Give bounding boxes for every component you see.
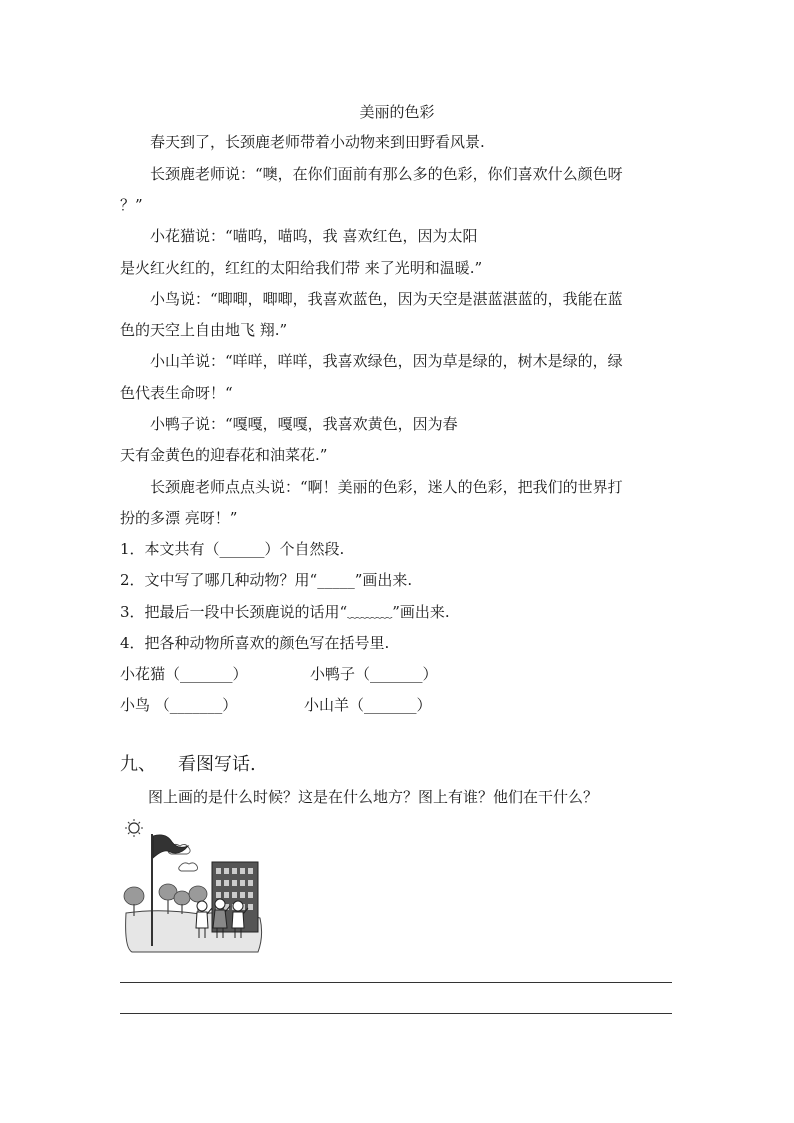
paragraph-5-line-1: 小山羊说：“咩咩，咩咩，我喜欢绿色，因为草是绿的，树木是绿的，绿 [150,352,623,370]
paragraph-1-line-1: 春天到了，长颈鹿老师带着小动物来到田野看风景. [150,133,485,151]
section-9-number: 九、 [120,754,156,775]
sun-icon [125,819,143,837]
paragraph-2-line-1: 长颈鹿老师说：“噢，在你们面前有那么多的色彩，你们喜欢什么颜色呀 [150,165,623,183]
question-1: 1．本文共有（______）个自然段. [120,540,345,558]
fill-item-cat: 小花猫（_______） [120,665,248,683]
trees-icon [124,884,207,905]
section-9-title: 看图写话. [178,754,256,775]
paragraph-6-line-2: 天有金黄色的迎春花和油菜花.” [120,446,328,464]
paragraph-3-line-2: 是火红火红的，红红的太阳给我们带 来了光明和温暖.” [120,259,483,277]
question-2: 2．文中写了哪几种动物？用“_____”画出来. [120,571,413,589]
fill-item-bird: 小鸟 （_______） [120,696,238,714]
paragraph-7-line-1: 长颈鹿老师点点头说：“啊！美丽的色彩，迷人的色彩，把我们的世界打 [150,478,623,496]
paragraph-5-line-2: 色代表生命呀！“ [120,384,233,402]
fill-item-duck: 小鸭子（_______） [310,665,438,683]
fill-item-goat: 小山羊（_______） [304,696,432,714]
passage-title: 美丽的色彩 [359,103,435,121]
paragraph-4-line-2: 色的天空上自由地飞 翔.” [120,321,288,339]
question-4: 4．把各种动物所喜欢的颜色写在括号里. [120,634,390,652]
question-3: 3．把最后一段中长颈鹿说的话用“﹏﹏﹏”画出来. [120,603,450,621]
writing-line-1[interactable] [120,982,672,983]
paragraph-7-line-2: 扮的多漂 亮呀！” [120,509,238,527]
paragraph-6-line-1: 小鸭子说：“嘎嘎，嘎嘎，我喜欢黄色，因为春 [150,415,458,433]
writing-line-2[interactable] [120,1013,672,1014]
paragraph-2-line-2: ？” [120,196,143,214]
flag-raising-illustration [120,818,265,958]
writing-prompt: 图上画的是什么时候？这是在什么地方？图上有谁？他们在干什么？ [148,788,599,806]
paragraph-3-line-1: 小花猫说：“喵呜，喵呜，我 喜欢红色，因为太阳 [150,227,478,245]
section-9-heading [120,750,256,776]
paragraph-4-line-1: 小鸟说：“唧唧，唧唧，我喜欢蓝色，因为天空是湛蓝湛蓝的，我能在蓝 [150,290,623,308]
